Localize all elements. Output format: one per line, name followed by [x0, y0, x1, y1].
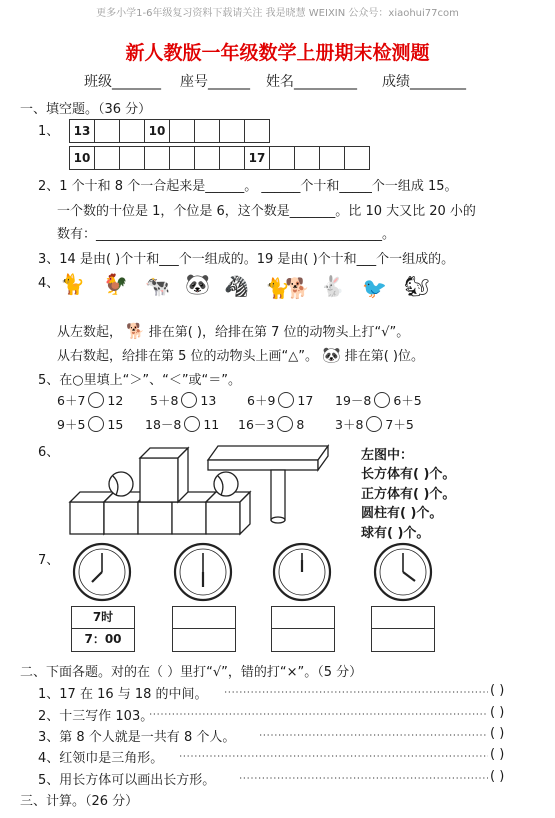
dog-small-icon: 🐕: [126, 322, 145, 340]
panda-small-icon: 🐼: [322, 346, 341, 364]
q1-label: 1、: [38, 124, 60, 139]
section1-heading: 一、填空题。（36 分）: [20, 102, 152, 117]
answer-bracket[interactable]: ( ): [490, 747, 505, 762]
q4-line1-b: 排在第( )，给排在第 7 位的动物头上打“√”。: [148, 325, 410, 340]
grid-cell: 10: [145, 120, 170, 142]
cmp-item: 9＋5 15: [57, 417, 124, 432]
dog-icon: 🐕: [285, 276, 310, 300]
cube-count: 正方体有( )个。: [361, 487, 456, 502]
answer-bracket[interactable]: ( ): [490, 726, 505, 741]
judge-item: 4、红领巾是三角形。: [38, 751, 164, 766]
cmp-item: 5＋8 13: [150, 393, 217, 408]
answer-bracket[interactable]: ( ): [490, 683, 505, 698]
sphere-count: 球有( )个。: [361, 526, 430, 541]
header-note: 更多小学1-6年级复习资料下载请关注 我是晓慧 WEIXIN 公众号：xiaohui77com: [96, 8, 459, 19]
cmp-item: 16－3 8: [238, 417, 305, 432]
q4-line1-a: 从左数起，: [57, 325, 123, 340]
class-field: 班级_______: [84, 74, 161, 90]
q5-text: 5、在○里填上“＞”、“＜”或“＝”。: [38, 373, 242, 388]
seat-field: 座号______: [180, 74, 250, 90]
judge-item: 2、十三写作 103。: [38, 709, 154, 724]
cmp-item: 19－8 6＋5: [335, 393, 422, 408]
grid-cell: 17: [245, 147, 270, 169]
rabbit-icon: 🐇: [320, 274, 345, 298]
cuboid-count: 长方体有( )个。: [361, 467, 456, 482]
q6-side-title: 左图中：: [361, 448, 414, 463]
rooster-icon: 🐓: [103, 272, 128, 296]
judge-item: 1、17 在 16 与 18 的中间。: [38, 687, 208, 702]
cat2-icon: 🐈: [265, 276, 290, 300]
cmp-item: 3＋8 7＋5: [335, 417, 414, 432]
cmp-item: 6＋7 12: [57, 393, 124, 408]
judge-item: 5、用长方体可以画出长方形。: [38, 773, 216, 788]
q6-label: 6、: [38, 445, 60, 460]
grid-cell: 10: [70, 147, 95, 169]
cmp-item: 6＋9 17: [247, 393, 314, 408]
q2-line1: 2、1 个十和 8 个一合起来是______。 ______个十和_____个一组成 15。: [38, 179, 458, 194]
cow-icon: 🐄: [145, 274, 170, 298]
cmp-item: 18－8 11: [145, 417, 220, 432]
answer-bracket[interactable]: ( ): [490, 705, 505, 720]
q2-line3: 数有：____________________________________________。: [57, 227, 396, 242]
score-field: 成绩________: [382, 74, 466, 90]
q4-label: 4、: [38, 276, 60, 291]
cylinder-count: 圆柱有( )个。: [361, 506, 443, 521]
q3-text: 3、14 是由( )个十和___个一组成的。19 是由( )个十和___个一组成的。: [38, 252, 455, 267]
section2-heading: 二、下面各题。对的在（ ）里打“√”，错的打“×”。（5 分）: [20, 665, 363, 680]
hour-answer: 7时: [72, 607, 134, 629]
answer-bracket[interactable]: ( ): [490, 769, 505, 784]
judge-item: 3、第 8 个人就是一共有 8 个人。: [38, 730, 236, 745]
zebra-icon: 🦓: [224, 274, 249, 298]
cat-icon: 🐈: [60, 272, 85, 296]
page-title: 新人教版一年级数学上册期末检测题: [125, 42, 430, 64]
q4-line2-a: 从右数起，给排在第 5 位的动物头上画“△”。: [57, 349, 319, 364]
q7-label: 7、: [38, 553, 60, 568]
section3-heading: 三、计算。（26 分）: [20, 794, 139, 809]
q4-line2-b: 排在第( )位。: [344, 349, 424, 364]
grid-cell: 13: [70, 120, 95, 142]
q2-line2: 一个数的十位是 1，个位是 6，这个数是_______。比 10 大又比 20 小的: [57, 204, 476, 219]
digital-answer: 7：00: [84, 632, 122, 646]
squirrel-icon: 🐿: [404, 274, 430, 298]
bird-icon: 🐦: [362, 276, 387, 300]
name-field: 姓名_________: [266, 74, 357, 90]
panda-icon: 🐼: [185, 272, 210, 296]
